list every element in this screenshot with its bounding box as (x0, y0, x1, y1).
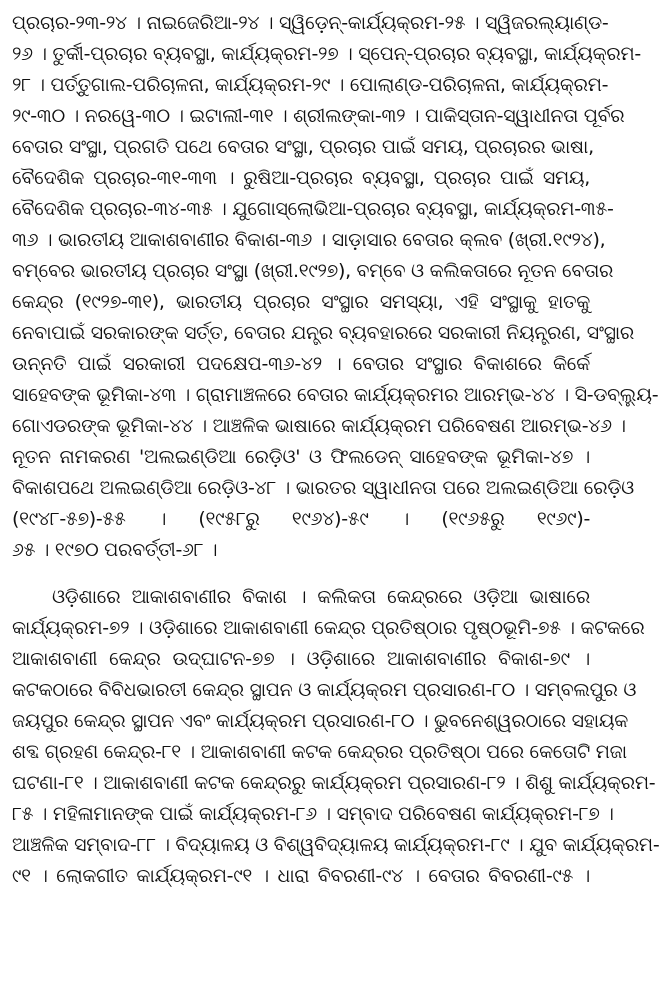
text-line: ୨୯-୩୦ । ନରୱେ-୩୦ । ଇଟାଲୀ-୩୧ । ଶ୍ରୀଲଙ୍କା-୩୨ । ପାକିସ୍ତାନ-ସ୍ୱାଧୀନତା ପୂର୍ବର (12, 105, 625, 127)
text-line: କଟକଠାରେ ବିବିଧଭାରତୀ କେନ୍ଦ୍ର ସ୍ଥାପନ ଓ କାର୍ଯ୍ୟକ୍ରମ ପ୍ରସାରଣ-୮୦ । ସମ୍ବଲପୁର ଓ (12, 679, 637, 701)
text-line: ବୈଦେଶିକ ପ୍ରଚାର-୩୪-୩୫ । ଯୁଗୋସ୍ଲୋଭିଆ-ପ୍ରଚାର ବ୍ୟବସ୍ଥା, କାର୍ଯ୍ୟକ୍ରମ-୩୫- (12, 198, 614, 220)
text-line: ୩୬ । ଭାରତୀୟ ଆକାଶବାଣୀର ବିକାଶ-୩୬ । ସାଡ଼ାସାର ବେତାର କ୍ଲବ (ଖ୍ରୀ.୧୯୨୪), (12, 229, 606, 251)
text-line: ନୂତନ ନାମକରଣ 'ଅଲଇଣ୍ଡିଆ ରେଡ଼ିଓ' ଓ ଫିଲଡେନ୍ ସାହେବଙ୍କ ଭୂମିକା-୪୭ । (12, 446, 590, 468)
text-line: ୯୧ । ଲୋକଗୀତ କାର୍ଯ୍ୟକ୍ରମ-୯୧ । ଧାରା ବିବରଣୀ-୯୪ । ବେତାର ବିବରଣୀ-୯୫ । (12, 865, 590, 887)
text-line: ବୈଦେଶିକ ପ୍ରଚାର-୩୧-୩୩ । ରୁଷିଆ-ପ୍ରଚାର ବ୍ୟବସ୍ଥା, ପ୍ରଚାର ପାଇଁ ସମୟ, (12, 167, 590, 189)
contents-paragraph-1 (12, 8, 659, 566)
text-line: ୬୫ । ୧୯୭୦ ପରବର୍ତ୍ତୀ-୬୮ । (12, 539, 218, 561)
text-line: ଉନ୍ନତି ପାଇଁ ସରକାରୀ ପଦକ୍ଷେପ-୩୬-୪୨ । ବେତାର ସଂସ୍ଥାର ବିକାଶରେ କିର୍କେ (12, 353, 590, 375)
text-line: ଜୟପୁର କେନ୍ଦ୍ର ସ୍ଥାପନ ଏବଂ କାର୍ଯ୍ୟକ୍ରମ ପ୍ରସାରଣ-୮୦ । ଭୁବନେଶ୍ୱରଠାରେ ସହାୟକ (12, 710, 628, 732)
text-line: ଶବ୍ଦ ଗ୍ରହଣ କେନ୍ଦ୍ର-୮୧ । ଆକାଶବାଣୀ କଟକ କେନ୍ଦ୍ରର ପ୍ରତିଷ୍ଠା ପରେ କେତୋଟି ମଜା (12, 741, 627, 763)
text-line: ପ୍ରଚାର-୨୩-୨୪ । ନାଇଜେରିଆ-୨୪ । ସ୍ୱିଡ଼େନ୍-କାର୍ଯ୍ୟକ୍ରମ-୨୫ । ସ୍ୱିଜରଲ୍ୟାଣ୍ଡ- (12, 12, 609, 34)
text-line: ଓଡ଼ିଶାରେ ଆକାଶବାଣୀର ବିକାଶ । କଲିକତା କେନ୍ଦ୍ରରେ ଓଡ଼ିଆ ଭାଷାରେ (52, 586, 590, 608)
text-line: ସାହେବଙ୍କ ଭୂମିକା-୪୩ । ଗ୍ରାମାଞ୍ଚଳରେ ବେତାର କାର୍ଯ୍ୟକ୍ରମର ଆରମ୍ଭ-୪୪ । ସି-ଡବ୍ଲ୍ୟୁ- (12, 384, 659, 406)
contents-paragraph-2 (12, 582, 659, 892)
text-line: (୧୯୪୮-୫୭)-୫୫ । (୧୯୫୮ରୁ ୧୯୬୪)-୫୯ । (୧୯୬୫ରୁ ୧୯୬୯)- (12, 508, 590, 530)
text-line: ଗୋଏଡରଙ୍କ ଭୂମିକା-୪୪ । ଆଞ୍ଚଳିକ ଭାଷାରେ କାର୍ଯ୍ୟକ୍ରମ ପରିବେଷଣ ଆରମ୍ଭ-୪୬ । (12, 415, 626, 437)
text-line: ୨୬ । ତୁର୍କୀ-ପ୍ରଚାର ବ୍ୟବସ୍ଥା, କାର୍ଯ୍ୟକ୍ରମ-୨୭ । ସ୍ପେନ୍-ପ୍ରଚାର ବ୍ୟବସ୍ଥା, କାର୍ଯ୍ୟକ୍ରମ- (12, 43, 641, 65)
text-line: ଆଞ୍ଚଳିକ ସମ୍ବାଦ-୮୮ । ବିଦ୍ୟାଳୟ ଓ ବିଶ୍ୱବିଦ୍ୟାଳୟ କାର୍ଯ୍ୟକ୍ରମ-୮୯ । ଯୁବ କାର୍ଯ୍ୟକ୍ରମ- (12, 834, 659, 856)
text-line: ୮୫ । ମହିଳାମାନଙ୍କ ପାଇଁ କାର୍ଯ୍ୟକ୍ରମ-୮୬ । ସମ୍ବାଦ ପରିବେଷଣ କାର୍ଯ୍ୟକ୍ରମ-୮୭ । (12, 803, 614, 825)
text-line: ଆକାଶବାଣୀ କେନ୍ଦ୍ର ଉଦ୍‌ଘାଟନ-୭୭ । ଓଡ଼ିଶାରେ ଆକାଶବାଣୀର ବିକାଶ-୭୯ । (12, 648, 590, 670)
text-line: କେନ୍ଦ୍ର (୧୯୨୭-୩୧), ଭାରତୀୟ ପ୍ରଚାର ସଂସ୍ଥାର ସମସ୍ୟା, ଏହି ସଂସ୍ଥାକୁ ହାତକୁ (12, 291, 590, 313)
text-line: ୨୮ । ପର୍ତ୍ତୁଗାଲ-ପରିଚାଳନା, କାର୍ଯ୍ୟକ୍ରମ-୨୯ । ପୋଲାଣ୍ଡ-ପରିଚାଳନା, କାର୍ଯ୍ୟକ୍ରମ- (12, 74, 609, 96)
text-line: ଘଟଣା-୮୧ । ଆକାଶବାଣୀ କଟକ କେନ୍ଦ୍ରରୁ କାର୍ଯ୍ୟକ୍ରମ ପ୍ରସାରଣ-୮୨ । ଶିଶୁ କାର୍ଯ୍ୟକ୍ରମ- (12, 772, 656, 794)
text-line: ବେତାର ସଂସ୍ଥା, ପ୍ରଗତି ପଥେ ବେତାର ସଂସ୍ଥା, ପ୍ରଚାର ପାଇଁ ସମୟ, ପ୍ରଚାରର ଭାଷା, (12, 136, 594, 158)
text-line: ବମ୍ବେର ଭାରତୀୟ ପ୍ରଚାର ସଂସ୍ଥା (ଖ୍ରୀ.୧୯୨୭), ବମ୍ବେ ଓ କଲିକତାରେ ନୂତନ ବେତାର (12, 260, 614, 282)
text-line: ବିକାଶପଥେ ଅଲଇଣ୍ଡିଆ ରେଡ଼ିଓ-୪୮ । ଭାରତର ସ୍ୱାଧୀନତା ପରେ ଅଲଇଣ୍ଡିଆ ରେଡ଼ିଓ (12, 477, 634, 499)
text-line: ନେବାପାଇଁ ସରକାରଙ୍କ ସର୍ତ୍ତ, ବେତାର ଯନ୍ତ୍ର ବ୍ୟବହାରରେ ସରକାରୀ ନିୟନ୍ତ୍ରଣ, ସଂସ୍ଥାର (12, 322, 634, 344)
text-line: କାର୍ଯ୍ୟକ୍ରମ-୭୨ । ଓଡ଼ିଶାରେ ଆକାଶବାଣୀ କେନ୍ଦ୍ର ପ୍ରତିଷ୍ଠାର ପୃଷ୍ଠଭୂମି-୭୫ । କଟକରେ (12, 617, 645, 639)
